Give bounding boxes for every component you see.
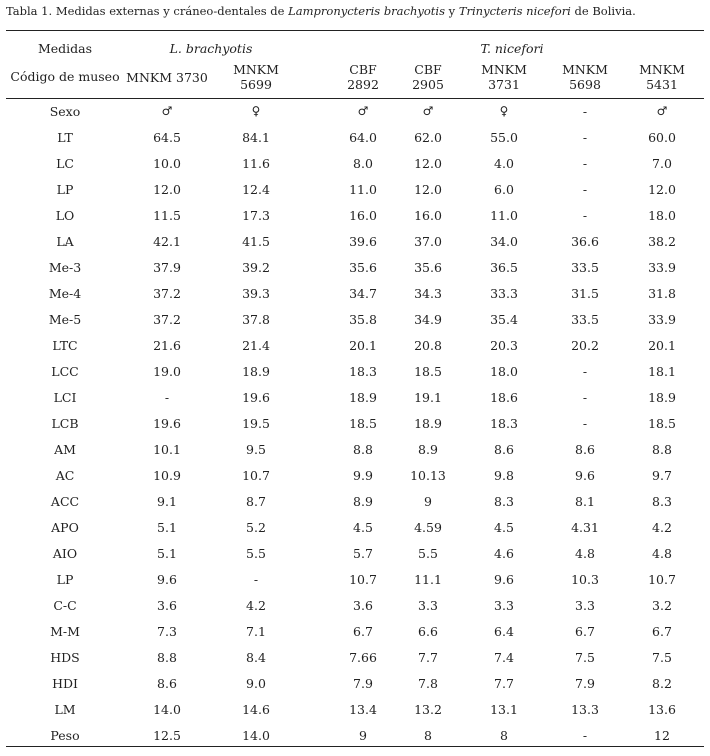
column-header-line2: 5431 — [646, 77, 678, 92]
column-header-line1: MNKM — [481, 62, 527, 77]
table-cell: 37.9 — [153, 259, 181, 275]
table-cell: 11.6 — [242, 155, 270, 171]
table-cell: 20.3 — [490, 337, 518, 353]
table-cell: 8.0 — [353, 155, 373, 171]
table-cell: 9.5 — [246, 441, 266, 457]
table-cell: 8.9 — [353, 493, 373, 509]
table-cell: 10.7 — [349, 571, 377, 587]
table-cell: 62.0 — [414, 129, 442, 145]
table-cell: ♂ — [161, 104, 173, 118]
table-cell: 34.9 — [414, 311, 442, 327]
table-cell: 4.0 — [494, 155, 514, 171]
table-cell: 19.0 — [153, 363, 181, 379]
table-cell: 35.6 — [414, 259, 442, 275]
table-cell: 12.0 — [648, 181, 676, 197]
table-cell: 4.31 — [571, 519, 599, 535]
group-l-brachyotis: L. brachyotis — [169, 41, 253, 56]
column-header-line1: MNKM — [639, 62, 685, 77]
table-cell: 18.5 — [648, 415, 676, 431]
table-cell: 4.59 — [414, 519, 442, 535]
table-cell: 36.6 — [571, 233, 599, 249]
table-cell: 6.7 — [575, 623, 595, 639]
table-cell: 6.4 — [494, 623, 514, 639]
table-cell: 18.6 — [490, 389, 518, 405]
table-cell: 18.9 — [349, 389, 377, 405]
table-cell: 16.0 — [349, 207, 377, 223]
table-cell: 12.0 — [414, 155, 442, 171]
table-cell: 36.5 — [490, 259, 518, 275]
table-cell: 13.2 — [414, 701, 442, 717]
table-cell: 34.0 — [490, 233, 518, 249]
table-cell: 8.3 — [652, 493, 672, 509]
table-cell: 31.5 — [571, 285, 599, 301]
table-cell: 9.0 — [246, 675, 266, 691]
column-header-line1: MNKM — [562, 62, 608, 77]
table-cell: - — [582, 155, 588, 171]
table-cell: 8 — [500, 727, 508, 743]
table-cell: 19.5 — [242, 415, 270, 431]
table-cell: 84.1 — [242, 129, 270, 145]
table-cell: 9.8 — [494, 467, 514, 483]
table-cell: 3.2 — [652, 597, 672, 613]
table-cell: 21.4 — [242, 337, 270, 353]
table-cell: 5.1 — [157, 519, 177, 535]
row-label: AIO — [52, 545, 78, 561]
measures-label: Medidas — [37, 41, 93, 56]
table-cell: 9 — [359, 727, 367, 743]
table-cell: - — [582, 129, 588, 145]
caption-suffix: de Bolivia. — [570, 4, 636, 18]
column-header-line1: CBF — [414, 62, 442, 77]
table-cell: 4.5 — [353, 519, 373, 535]
table-cell: 11.1 — [414, 571, 442, 587]
table-cell: 33.9 — [648, 311, 676, 327]
group-t-nicefori: T. nicefori — [480, 41, 544, 56]
table-cell: 16.0 — [414, 207, 442, 223]
table-cell: 7.3 — [157, 623, 177, 639]
row-label: Me-5 — [48, 311, 82, 327]
table-cell: 33.5 — [571, 259, 599, 275]
row-label: LP — [56, 571, 74, 587]
table-cell: 14.0 — [153, 701, 181, 717]
table-cell: 9 — [424, 493, 432, 509]
table-cell: 10.7 — [242, 467, 270, 483]
row-label: C-C — [53, 597, 77, 613]
row-label: LC — [56, 155, 74, 171]
table-cell: 10.7 — [648, 571, 676, 587]
table-cell: 37.2 — [153, 311, 181, 327]
table-cell: 7.8 — [418, 675, 438, 691]
table-cell: 17.3 — [242, 207, 270, 223]
table-cell: 9.1 — [157, 493, 177, 509]
table-cell: 11.0 — [349, 181, 377, 197]
row-label: LCB — [51, 415, 79, 431]
table-cell: 12.0 — [153, 181, 181, 197]
table-cell: 9.6 — [494, 571, 514, 587]
column-header-line1: CBF — [349, 62, 377, 77]
table-cell: 18.1 — [648, 363, 676, 379]
table-cell: 12.0 — [414, 181, 442, 197]
table-cell: 6.7 — [353, 623, 373, 639]
table-cell: 12.4 — [242, 181, 270, 197]
table-cell: 8.1 — [575, 493, 595, 509]
table-cell: 8.3 — [494, 493, 514, 509]
table-cell: 21.6 — [153, 337, 181, 353]
table-cell: 7.7 — [418, 649, 438, 665]
table-cell: 35.8 — [349, 311, 377, 327]
row-label: HDS — [50, 649, 80, 665]
row-label: LP — [56, 181, 74, 197]
row-label: M-M — [50, 623, 80, 639]
table-cell: ♂ — [357, 104, 369, 118]
row-label: LA — [56, 233, 74, 249]
row-label: LT — [57, 129, 73, 145]
table-cell: 20.1 — [349, 337, 377, 353]
table-cell: - — [582, 727, 588, 743]
table-cell: - — [582, 207, 588, 223]
column-header-line2: 2905 — [412, 77, 444, 92]
row-label: AC — [55, 467, 75, 483]
table-cell: 41.5 — [242, 233, 270, 249]
table-cell: 39.6 — [349, 233, 377, 249]
table-cell: 34.3 — [414, 285, 442, 301]
museum-code-label: Código de museo — [10, 69, 120, 84]
table-cell: 4.5 — [494, 519, 514, 535]
row-label: LTC — [52, 337, 78, 353]
table-cell: 8.6 — [494, 441, 514, 457]
table-cell: 10.9 — [153, 467, 181, 483]
table-cell: ♂ — [422, 104, 434, 118]
table-cell: 33.3 — [490, 285, 518, 301]
row-label: LM — [54, 701, 76, 717]
table-cell: 38.2 — [648, 233, 676, 249]
table-cell: 7.7 — [494, 675, 514, 691]
table-cell: 3.3 — [418, 597, 438, 613]
table-cell: 8.6 — [575, 441, 595, 457]
table-cell: 10.1 — [153, 441, 181, 457]
table-cell: 4.2 — [246, 597, 266, 613]
row-label: LCC — [51, 363, 79, 379]
table-cell: - — [582, 181, 588, 197]
column-header-line1: MNKM — [233, 62, 279, 77]
row-label: LCI — [53, 389, 77, 405]
row-label: Me-4 — [48, 285, 82, 301]
table-cell: 14.6 — [242, 701, 270, 717]
table-cell: 39.3 — [242, 285, 270, 301]
table-cell: - — [582, 104, 588, 119]
table-cell: 8.4 — [246, 649, 266, 665]
table-caption — [6, 4, 636, 18]
table-cell: 13.6 — [648, 701, 676, 717]
table-cell: 55.0 — [490, 129, 518, 145]
row-label: Me-3 — [48, 259, 82, 275]
table-cell: 42.1 — [153, 233, 181, 249]
table-cell: 12.5 — [153, 727, 181, 743]
table-cell: 6.7 — [652, 623, 672, 639]
table-cell: 37.2 — [153, 285, 181, 301]
table-cell: 6.0 — [494, 181, 514, 197]
table-cell: 7.4 — [494, 649, 514, 665]
table-cell: 10.3 — [571, 571, 599, 587]
table-cell: - — [582, 389, 588, 405]
table-cell: 18.5 — [414, 363, 442, 379]
table-cell: 8.7 — [246, 493, 266, 509]
table-cell: 10.13 — [410, 467, 446, 483]
table-cell: ♂ — [656, 104, 668, 118]
column-header-line2: 3731 — [488, 77, 520, 92]
row-label: AM — [54, 441, 76, 457]
bottom-rule — [6, 746, 704, 747]
table-cell: 13.4 — [349, 701, 377, 717]
table-cell: 7.1 — [246, 623, 266, 639]
table-cell: 60.0 — [648, 129, 676, 145]
table-cell: 20.1 — [648, 337, 676, 353]
table-cell: 12 — [654, 727, 670, 743]
row-label: LO — [55, 207, 75, 223]
table-cell: 37.8 — [242, 311, 270, 327]
table-cell: 7.5 — [575, 649, 595, 665]
table-cell: - — [582, 415, 588, 431]
column-header-line1: MNKM 3730 — [126, 70, 208, 85]
table-cell: 18.3 — [349, 363, 377, 379]
table-cell: 35.6 — [349, 259, 377, 275]
table-cell: 6.6 — [418, 623, 438, 639]
table-cell: 11.5 — [153, 207, 181, 223]
table-cell: 18.0 — [490, 363, 518, 379]
table-cell: 9.6 — [575, 467, 595, 483]
table-cell: ♀ — [499, 104, 509, 118]
column-header-line2: 2892 — [347, 77, 379, 92]
table-cell: 8.6 — [157, 675, 177, 691]
row-label: HDI — [52, 675, 78, 691]
caption-species-2: Trinycteris nicefori — [458, 4, 571, 18]
table-cell: 5.5 — [246, 545, 266, 561]
table-cell: 10.0 — [153, 155, 181, 171]
table-cell: 19.6 — [242, 389, 270, 405]
table-cell: 4.2 — [652, 519, 672, 535]
table-cell: 9.9 — [353, 467, 373, 483]
table-cell: 35.4 — [490, 311, 518, 327]
table-cell: 8.9 — [418, 441, 438, 457]
table-cell: 8.8 — [157, 649, 177, 665]
table-cell: 3.6 — [157, 597, 177, 613]
column-header-line2: 5699 — [240, 77, 272, 92]
caption-species-1: Lampronycteris brachyotis — [288, 4, 446, 18]
table-cell: 3.6 — [353, 597, 373, 613]
row-label: ACC — [50, 493, 80, 509]
table-cell: 8.8 — [353, 441, 373, 457]
table-cell: 34.7 — [349, 285, 377, 301]
caption-prefix: Tabla 1. Medidas externas y cráneo-dentales de — [6, 4, 289, 18]
table-cell: 18.9 — [648, 389, 676, 405]
table-cell: 8 — [424, 727, 432, 743]
table-cell: 5.1 — [157, 545, 177, 561]
table-cell: 64.0 — [349, 129, 377, 145]
table-cell: 18.9 — [414, 415, 442, 431]
table-cell: 9.7 — [652, 467, 672, 483]
table-cell: 19.1 — [414, 389, 442, 405]
table-cell: 18.0 — [648, 207, 676, 223]
table-cell: 20.2 — [571, 337, 599, 353]
table-cell: 33.9 — [648, 259, 676, 275]
table-cell: 5.7 — [353, 545, 373, 561]
table-cell: 3.3 — [575, 597, 595, 613]
column-header-line2: 5698 — [569, 77, 601, 92]
table-cell: 8.8 — [652, 441, 672, 457]
table-cell: 4.8 — [652, 545, 672, 561]
table-cell: 7.9 — [575, 675, 595, 691]
table-cell: 64.5 — [153, 129, 181, 145]
table-cell: 20.8 — [414, 337, 442, 353]
table-cell: 7.5 — [652, 649, 672, 665]
table-cell: 8.2 — [652, 675, 672, 691]
header-rule — [6, 98, 704, 99]
table-cell: 3.3 — [494, 597, 514, 613]
table-cell: 18.9 — [242, 363, 270, 379]
table-cell: 7.66 — [349, 649, 377, 665]
table-cell: 39.2 — [242, 259, 270, 275]
row-label: Peso — [50, 727, 80, 743]
table-cell: 5.5 — [418, 545, 438, 561]
table-cell: 18.3 — [490, 415, 518, 431]
table-cell: - — [582, 363, 588, 379]
table-cell: ♀ — [251, 104, 261, 118]
table-cell: 5.2 — [246, 519, 266, 535]
table-cell: 13.1 — [490, 701, 518, 717]
table-cell: - — [253, 571, 259, 587]
top-rule — [6, 30, 704, 31]
table-cell: 33.5 — [571, 311, 599, 327]
table-cell: - — [164, 389, 170, 405]
table-cell: 9.6 — [157, 571, 177, 587]
table-cell: 13.3 — [571, 701, 599, 717]
table-cell: 11.0 — [490, 207, 518, 223]
table-cell: 31.8 — [648, 285, 676, 301]
row-label: Sexo — [49, 104, 81, 119]
row-label: APO — [51, 519, 79, 535]
table-cell: 19.6 — [153, 415, 181, 431]
caption-middle: y — [445, 4, 459, 18]
table-cell: 7.9 — [353, 675, 373, 691]
table-cell: 4.6 — [494, 545, 514, 561]
table-cell: 14.0 — [242, 727, 270, 743]
table-cell: 18.5 — [349, 415, 377, 431]
table-cell: 37.0 — [414, 233, 442, 249]
table-cell: 7.0 — [652, 155, 672, 171]
table-cell: 4.8 — [575, 545, 595, 561]
